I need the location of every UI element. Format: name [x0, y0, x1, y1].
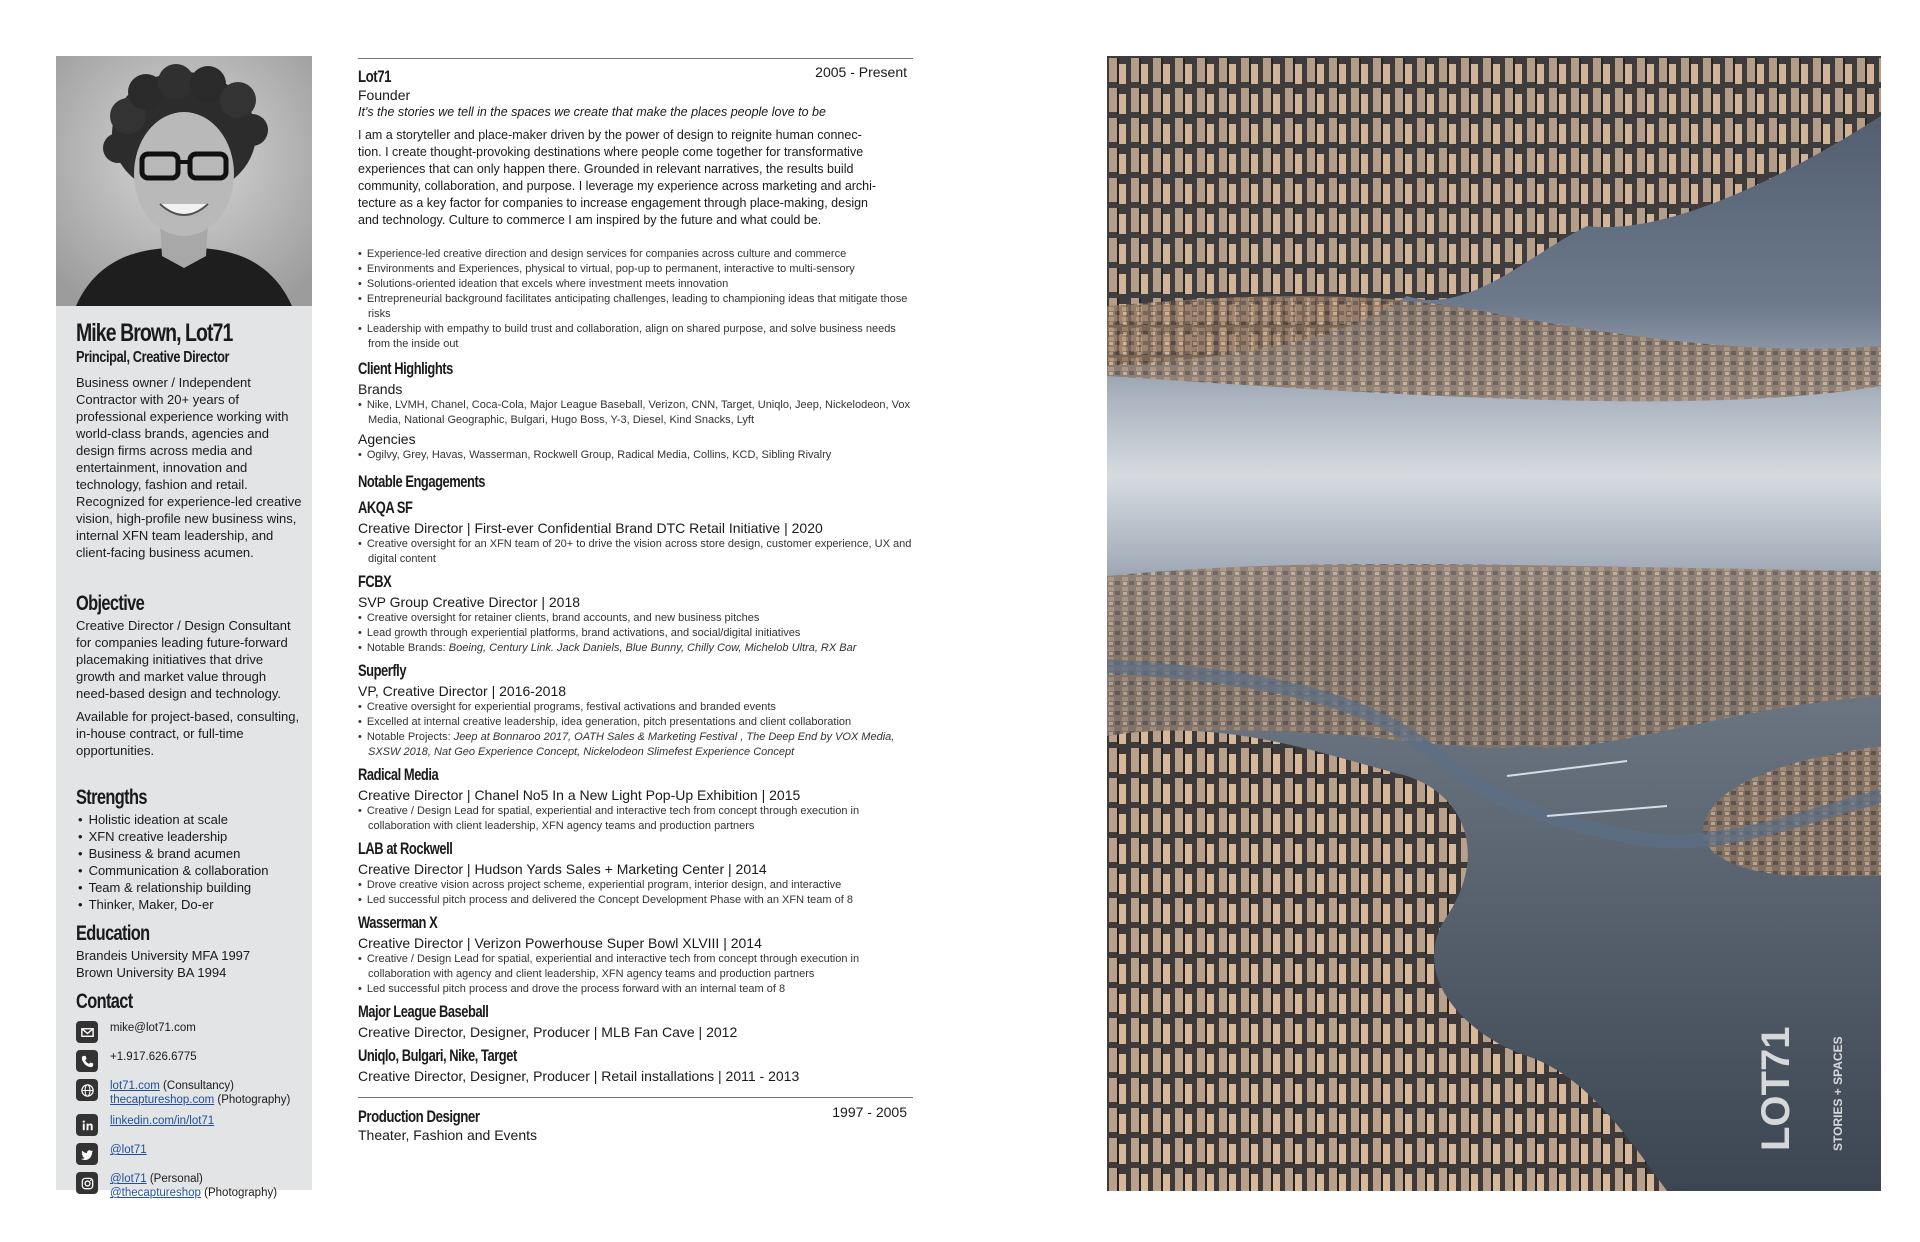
engagement-role: Creative Director | Hudson Yards Sales + Marketing Center | 2014 [358, 861, 767, 877]
notable-bullet [358, 730, 913, 760]
contact-phone[interactable]: +1.917.626.6775 [110, 1051, 197, 1063]
engagement-role: VP, Creative Director | 2016-2018 [358, 683, 567, 699]
notable-items: Boeing, Century Link. Jack Daniels, Blue Bunny, Chilly Cow, Michelob Ultra, RX Bar [448, 642, 857, 654]
engagement-bullets [358, 878, 913, 908]
brands-list [358, 398, 913, 428]
profile-bio: Business owner / Independent Contractor with 20+ years of professional experience working with world-class brands, agencies and design firms across media and entertainment, innovation and technology, fashion and retail. Recognized for experience-led creative vision, high-profile new business wins, internal XFN team leadership, and client-facing business acumen. [76, 375, 302, 560]
bullet: • Excelled at internal creative leadership, idea generation, pitch presentations and client collaboration [358, 715, 913, 730]
engagement-role: Creative Director, Designer, Producer | MLB Fan Cave | 2012 [358, 1024, 738, 1040]
engagements-list [358, 497, 913, 1085]
engagement-bullets [358, 537, 913, 567]
intro-line: tecture as a key factor for companies to increase engagement through place-making, design [358, 196, 869, 210]
engagement-block [358, 912, 913, 997]
city-aerial-photo [1107, 56, 1881, 1191]
agencies-list [358, 448, 913, 463]
lot71-intro [358, 127, 913, 229]
intro-line: and technology. Culture to commerce I am inspired by the future and what could be. [358, 213, 822, 227]
linkedin-link[interactable]: linkedin.com/in/lot71 [110, 1115, 215, 1127]
contact-web-row [76, 1079, 302, 1107]
strength-item: • XFN creative leadership [76, 828, 302, 845]
instagram-personal-note: (Personal) [146, 1173, 203, 1185]
lot71-bullets [358, 247, 913, 352]
bullet: • Creative oversight for experiential programs, festival activations and branded events [358, 700, 913, 715]
lot71-dates: 2005 - Present [815, 64, 907, 80]
intro-line: I am a storyteller and place-maker driven by the power of design to reignite human connec- [358, 128, 862, 142]
bullet: • Environments and Experiences, physical to virtual, pop-up to permanent, interactive to multi-sensory [358, 262, 913, 277]
engagement-bullets [358, 952, 913, 997]
contact-linkedin-row [76, 1114, 302, 1136]
bullet: • Led successful pitch process and drove the process forward with an internal team of 8 [358, 982, 913, 997]
prod-sub: Theater, Fashion and Events [358, 1127, 537, 1143]
engagement-org: FCBX [358, 572, 392, 591]
availability-text: Available for project-based, consulting, in-house contract, or full-time opportunities. [76, 709, 300, 758]
bullet: • Solutions-oriented ideation that excels where investment meets innovation [358, 277, 913, 292]
engagement-org: Radical Media [358, 765, 439, 784]
strengths-heading: Strengths [76, 786, 147, 809]
engagement-org: LAB at Rockwell [358, 839, 453, 858]
prod-title: Production Designer [358, 1107, 480, 1126]
contact-phone-row [76, 1050, 302, 1072]
intro-line: tion. I create thought-provoking destinations where people come together for transformative [358, 145, 864, 159]
twitter-link[interactable]: @lot71 [110, 1144, 147, 1156]
engagement-role: Creative Director | First-ever Confidential Brand DTC Retail Initiative | 2020 [358, 520, 823, 536]
engagement-org: Superfly [358, 661, 407, 680]
education-item: Brown University BA 1994 [76, 965, 227, 980]
education-heading: Education [76, 922, 150, 945]
objective-text: Creative Director / Design Consultant for companies leading future-forward placemaking initiatives that drive growth and market value through need-based design and technology. [76, 618, 291, 701]
instagram-personal-link[interactable]: @lot71 [110, 1173, 147, 1185]
lot71-site-note: (Consultancy) [159, 1080, 234, 1092]
engagement-role: Creative Director | Chanel No5 In a New Light Pop-Up Exhibition | 2015 [358, 787, 801, 803]
engagement-role: SVP Group Creative Director | 2018 [358, 594, 581, 610]
engagement-org: Major League Baseball [358, 1002, 489, 1021]
engagement-block [358, 1001, 913, 1041]
contact-instagram-row [76, 1172, 302, 1200]
prod-dates: 1997 - 2005 [832, 1104, 907, 1120]
notable-label: Notable Projects: [366, 731, 454, 743]
bullet: • Creative / Design Lead for spatial, experiential and interactive tech from concept through execution in collaboration with client leadership, XFN agency teams and production partners [358, 804, 913, 834]
strength-item: • Holistic ideation at scale [76, 811, 302, 828]
brands-label: Brands [358, 381, 403, 397]
lot71-company: Lot71 [358, 67, 392, 86]
email-icon [76, 1021, 98, 1043]
instagram-icon [76, 1172, 98, 1194]
bullet: • Leadership with empathy to build trust and collaboration, align on shared purpose, and solve business needs from the inside out [358, 322, 913, 352]
contact-email[interactable]: mike@lot71.com [110, 1022, 196, 1034]
engagement-role: Creative Director | Verizon Powerhouse Super Bowl XLVIII | 2014 [358, 935, 762, 951]
agencies-label: Agencies [358, 431, 416, 447]
engagement-org: AKQA SF [358, 498, 413, 517]
notable-label: Notable Brands: [366, 642, 449, 654]
engagement-bullets [358, 700, 913, 760]
globe-icon [76, 1079, 98, 1101]
logo-main-text: LOT71 [1754, 1026, 1798, 1151]
lot71-site-link[interactable]: lot71.com [110, 1080, 160, 1092]
logo-tagline-text: STORIES + SPACES [1831, 1036, 1845, 1151]
phone-icon [76, 1050, 98, 1072]
strength-item: • Business & brand acumen [76, 845, 302, 862]
objective-heading: Objective [76, 592, 145, 615]
engagement-role: Creative Director, Designer, Producer | Retail installations | 2011 - 2013 [358, 1068, 800, 1084]
engagement-block [358, 838, 913, 908]
notable-items: Jeep at Bonnaroo 2017, OATH Sales & Marketing Festival , The Deep End by VOX Media, SXSW 2018, Nat Geo Experience Concept, Nickelodeon Slimefest Experience Concept [368, 731, 895, 758]
captureshop-site-link[interactable]: thecaptureshop.com [110, 1094, 215, 1106]
intro-line: community, collaboration, and purpose. I leverage my experience across marketing and archi- [358, 179, 877, 193]
strengths-list [76, 811, 302, 913]
instagram-photo-note: (Photography) [200, 1187, 278, 1199]
bullet: • Drove creative vision across project scheme, experiential program, interior design, and interactive [358, 878, 913, 893]
engagement-bullets [358, 804, 913, 834]
engagement-block [358, 497, 913, 567]
agencies-text: • Ogilvy, Grey, Havas, Wasserman, Rockwell Group, Radical Media, Collins, KCD, Sibling Rivalry [358, 448, 913, 463]
lot71-logo [1754, 1027, 1798, 1151]
profile-title: Principal, Creative Director [76, 349, 230, 366]
lot71-role: Founder [358, 87, 411, 103]
bullet: • Experience-led creative direction and design services for companies across culture and commerce [358, 247, 913, 262]
brands-text: • Nike, LVMH, Chanel, Coca-Cola, Major League Baseball, Verizon, CNN, Target, Uniqlo, Jeep, Nickelodeon, Vox Media, National Geographic, Bulgari, Hugo Boss, Y-3, Diesel, Kind Snacks, Lyft [358, 398, 913, 428]
strength-item: • Communication & collaboration [76, 862, 302, 879]
strength-item: • Thinker, Maker, Do-er [76, 896, 302, 913]
engagement-block [358, 571, 913, 656]
bullet: • Lead growth through experiential platforms, brand activations, and social/digital initiatives [358, 626, 913, 641]
linkedin-icon [76, 1114, 98, 1136]
bullet: • Led successful pitch process and delivered the Concept Development Phase with an XFN team of 8 [358, 893, 913, 908]
notable-engagements-heading: Notable Engagements [358, 472, 486, 491]
contact-twitter-row [76, 1143, 302, 1165]
instagram-photo-link[interactable]: @thecaptureshop [110, 1187, 201, 1199]
strength-item: • Team & relationship building [76, 879, 302, 896]
engagement-bullets [358, 611, 913, 656]
engagement-block [358, 764, 913, 834]
education-item: Brandeis University MFA 1997 [76, 948, 251, 963]
engagement-block [358, 660, 913, 760]
bullet: • Creative / Design Lead for spatial, experiential and interactive tech from concept through execution in collaboration with agency and client leadership, XFN agency teams and production partners [358, 952, 913, 982]
lot71-tagline: It's the stories we tell in the spaces we create that make the places people love to be [358, 105, 826, 119]
intro-line: experiences that can only happen there. Grounded in relevant narratives, the results build [358, 162, 854, 176]
profile-name: Mike Brown, Lot71 [76, 319, 233, 347]
contact-heading: Contact [76, 990, 133, 1013]
contact-email-row [76, 1021, 302, 1043]
engagement-org: Uniqlo, Bulgari, Nike, Target [358, 1046, 517, 1065]
profile-sidebar [56, 56, 312, 1199]
twitter-icon [76, 1143, 98, 1165]
engagement-org: Wasserman X [358, 913, 438, 932]
engagement-block [358, 1045, 913, 1085]
bullet: • Entrepreneurial background facilitates anticipating challenges, leading to championing ideas that mitigate those risks [358, 292, 913, 322]
bullet: • Creative oversight for retainer clients, brand accounts, and new business pitches [358, 611, 913, 626]
profile-photo [56, 56, 312, 306]
client-highlights-heading: Client Highlights [358, 359, 453, 378]
bullet: • Creative oversight for an XFN team of 20+ to drive the vision across store design, customer experience, UX and digital content [358, 537, 913, 567]
notable-bullet [358, 641, 913, 656]
captureshop-site-note: (Photography) [214, 1094, 291, 1106]
experience-column [358, 58, 913, 1144]
